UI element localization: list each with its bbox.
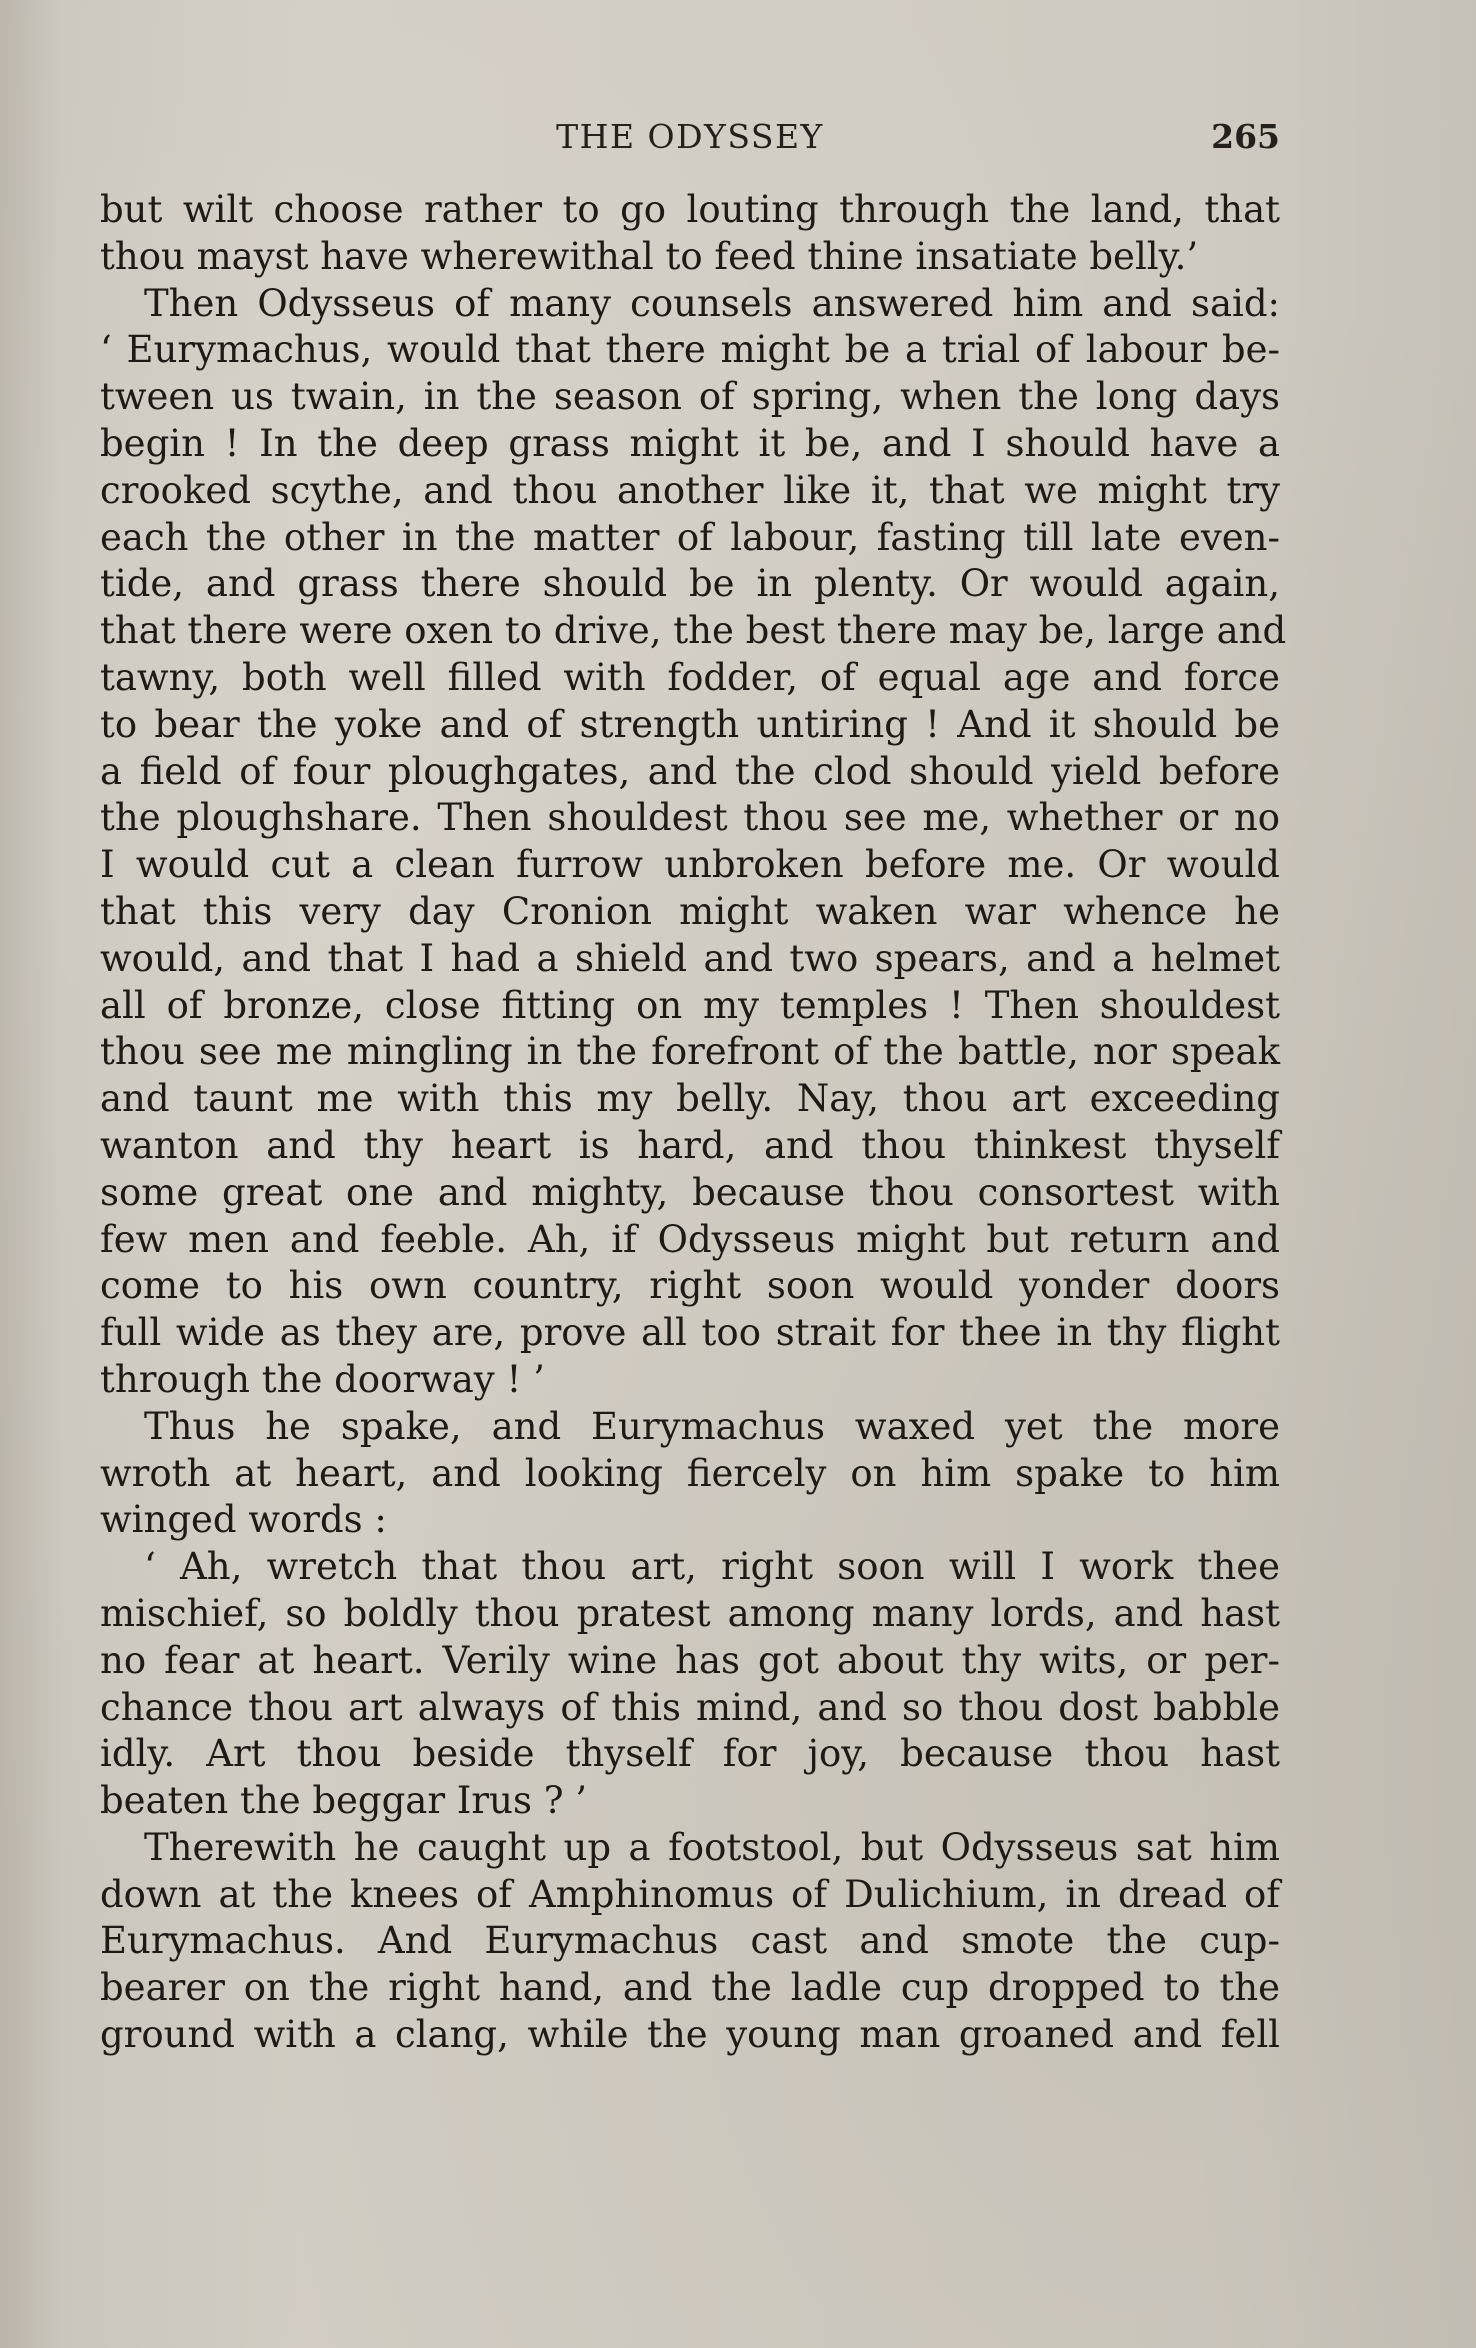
text-line: mischief, so boldly thou pratest among many lords, and hast — [100, 1591, 1280, 1635]
text-line: tawny, both well filled with fodder, of equal age and force — [100, 655, 1280, 699]
text-line: full wide as they are, prove all too strait for thee in thy flight — [100, 1311, 1280, 1355]
text-line: crooked scythe, and thou another like it, that we might try — [100, 468, 1280, 512]
text-line: ‘ Ah, wretch that thou art, right soon will I work thee — [144, 1545, 1280, 1589]
text-line: I would cut a clean furrow unbroken before me. Or would — [100, 843, 1280, 887]
text-line: Then Odysseus of many counsels answered him and said: — [144, 281, 1280, 325]
text-line: Eurymachus. And Eurymachus cast and smote the cup- — [100, 1919, 1280, 1963]
text-line: tide, and grass there should be in plenty. Or would again, — [100, 562, 1280, 606]
running-title: THE ODYSSEY — [556, 117, 824, 156]
text-line: a field of four ploughgates, and the clod should yield before — [100, 749, 1280, 793]
text-line: some great one and mighty, because thou consortest with — [100, 1170, 1280, 1214]
text-line: and taunt me with this my belly. Nay, thou art exceeding — [100, 1077, 1280, 1121]
text-line: through the doorway ! ’ — [100, 1357, 545, 1401]
text-line: few men and feeble. Ah, if Odysseus might but return and — [100, 1217, 1280, 1261]
text-line: idly. Art thou beside thyself for joy, because thou hast — [100, 1732, 1280, 1776]
text-line: ‘ Eurymachus, would that there might be a trial of labour be- — [100, 328, 1280, 372]
text-line: wanton and thy heart is hard, and thou thinkest thyself — [100, 1123, 1280, 1167]
text-line: down at the knees of Amphinomus of Dulichium, in dread of — [100, 1872, 1280, 1916]
text-line: begin ! In the deep grass might it be, and I should have a — [100, 421, 1280, 465]
text-line: winged words : — [100, 1498, 387, 1542]
text-line: Thus he spake, and Eurymachus waxed yet the more — [144, 1404, 1280, 1448]
text-line: ground with a clang, while the young man groaned and fell — [100, 2013, 1280, 2057]
text-line: all of bronze, close fitting on my temples ! Then shouldest — [100, 983, 1280, 1027]
text-line: the ploughshare. Then shouldest thou see me, whether or no — [100, 796, 1280, 840]
body-text — [100, 187, 1287, 2059]
page-number: 265 — [1211, 117, 1280, 156]
text-line: tween us twain, in the season of spring, when the long days — [100, 375, 1280, 419]
text-line: that this very day Cronion might waken war whence he — [100, 889, 1280, 933]
text-line: come to his own country, right soon would yonder doors — [100, 1264, 1280, 1308]
text-line: wroth at heart, and looking fiercely on him spake to him — [100, 1451, 1280, 1495]
text-line: thou see me mingling in the forefront of the battle, nor speak — [100, 1030, 1280, 1074]
text-line: would, and that I had a shield and two spears, and a helmet — [100, 936, 1280, 980]
running-head — [100, 112, 1280, 162]
text-line: to bear the yoke and of strength untiring ! And it should be — [100, 702, 1280, 746]
text-line: no fear at heart. Verily wine has got about thy wits, or per- — [100, 1638, 1280, 1682]
text-line: each the other in the matter of labour, fasting till late even- — [100, 515, 1280, 559]
text-line: bearer on the right hand, and the ladle cup dropped to the — [100, 1966, 1280, 2010]
text-line: chance thou art always of this mind, and so thou dost babble — [100, 1685, 1280, 1729]
text-line: that there were oxen to drive, the best there may be, large and — [100, 609, 1287, 653]
text-line: Therewith he caught up a footstool, but Odysseus sat him — [144, 1825, 1280, 1869]
text-line: thou mayst have wherewithal to feed thine insatiate belly.’ — [100, 234, 1199, 278]
text-line: beaten the beggar Irus ? ’ — [100, 1779, 588, 1823]
text-line: but wilt choose rather to go louting through the land, that — [100, 188, 1280, 231]
